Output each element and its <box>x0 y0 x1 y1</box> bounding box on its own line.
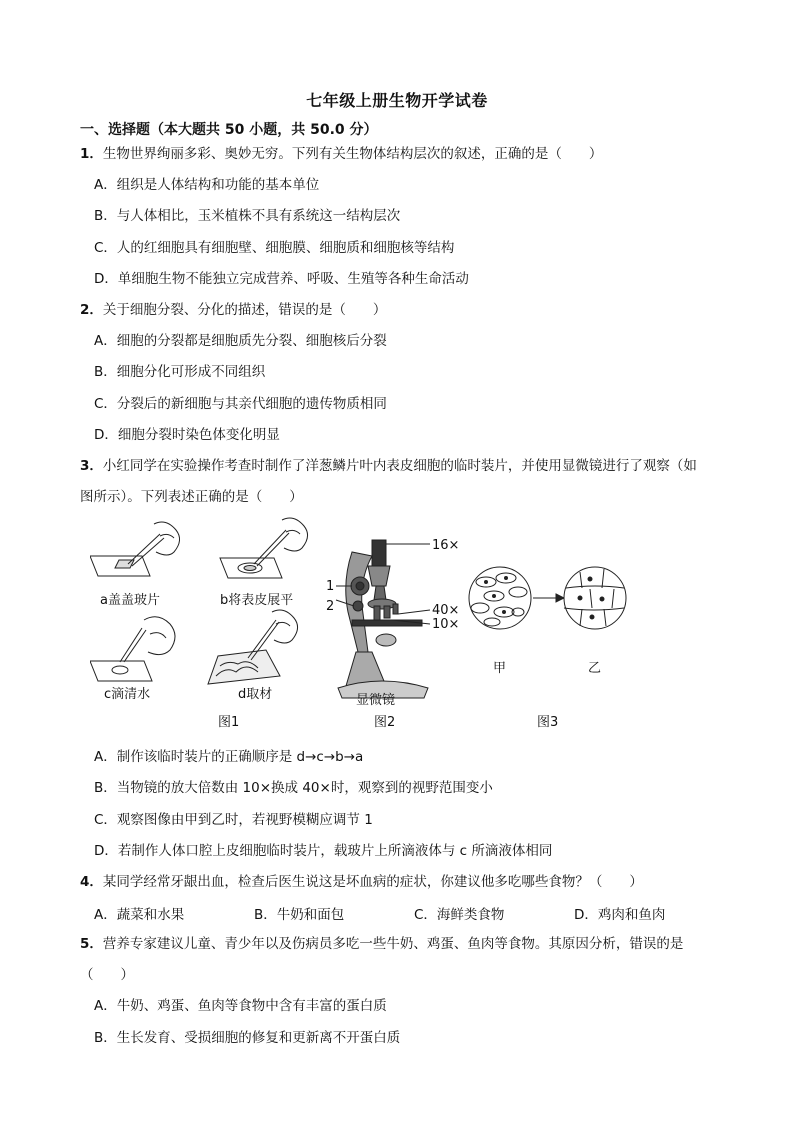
question-1-stem <box>80 145 602 163</box>
q2-option-c[interactable]: C．分裂后的新细胞与其亲代细胞的遗传物质相同 <box>94 396 387 412</box>
q5-option-a[interactable]: A．牛奶、鸡蛋、鱼肉等食物中含有丰富的蛋白质 <box>94 998 387 1014</box>
microscope-illustration <box>338 540 428 698</box>
eyepiece-label: 16× <box>432 538 460 553</box>
question-number: 1． <box>80 146 103 162</box>
fine-knob-mark: 2 <box>326 599 335 614</box>
view-jia-illustration <box>469 567 531 629</box>
section-heading: 一、选择题（本大题共 50 小题，共 50.0 分） <box>80 122 378 138</box>
q4-options-row <box>94 903 734 923</box>
q4-option-b[interactable]: B．牛奶和面包 <box>254 907 345 923</box>
step-a-label: a盖盖玻片 <box>100 593 160 608</box>
question-4-stem <box>80 873 643 891</box>
q1-option-a[interactable]: A．组织是人体结构和功能的基本单位 <box>94 177 320 193</box>
q4-option-c[interactable]: C．海鲜类食物 <box>414 907 505 923</box>
figure-3-caption: 图3 <box>537 715 559 730</box>
question-number: 4． <box>80 874 103 890</box>
view-yi-illustration <box>564 567 626 629</box>
step-d-illustration <box>208 610 298 684</box>
q3-option-a[interactable]: A．制作该临时装片的正确顺序是 d→c→b→a <box>94 749 364 765</box>
experiment-figure <box>90 516 630 734</box>
q3-option-c[interactable]: C．观察图像由甲到乙时，若视野模糊应调节 1 <box>94 812 373 828</box>
question-5-stem <box>80 935 683 953</box>
question-2-stem <box>80 301 386 319</box>
question-5-stem-cont: （ ） <box>80 967 134 983</box>
view-jia-label: 甲 <box>493 661 507 676</box>
step-c-label: c滴清水 <box>104 687 151 702</box>
q1-option-c[interactable]: C．人的红细胞具有细胞壁、细胞膜、细胞质和细胞核等结构 <box>94 240 455 256</box>
q3-option-d[interactable]: D．若制作人体口腔上皮细胞临时装片，载玻片上所滴液体与 c 所滴液体相同 <box>94 843 553 859</box>
q4-option-a[interactable]: A．蔬菜和水果 <box>94 907 185 923</box>
coarse-knob-mark: 1 <box>326 579 335 594</box>
question-text: 某同学经常牙龈出血，检查后医生说这是坏血病的症状，你建议他多吃哪些食物？（ ） <box>102 874 643 890</box>
q1-option-b[interactable]: B．与人体相比，玉米植株不具有系统这一结构层次 <box>94 208 401 224</box>
q2-option-d[interactable]: D．细胞分裂时染色体变化明显 <box>94 427 280 443</box>
question-text: 生物世界绚丽多彩、奥妙无穷。下列有关生物体结构层次的叙述，正确的是（ ） <box>102 146 603 162</box>
question-text: 关于细胞分裂、分化的描述，错误的是（ ） <box>102 302 387 318</box>
step-c-illustration <box>90 617 175 681</box>
q4-option-d[interactable]: D．鸡肉和鱼肉 <box>574 907 666 923</box>
q5-option-b[interactable]: B．生长发育、受损细胞的修复和更新离不开蛋白质 <box>94 1030 401 1046</box>
view-yi-label: 乙 <box>588 661 602 676</box>
step-b-label: b将表皮展平 <box>220 593 294 608</box>
question-number: 3． <box>80 458 103 474</box>
microscope-label: 显微镜 <box>356 693 396 708</box>
question-text: 小红同学在实验操作考查时制作了洋葱鳞片叶内表皮细胞的临时装片，并使用显微镜进行了观察（如 <box>102 458 697 474</box>
step-b-illustration <box>220 518 308 578</box>
objective-40-label: 40× <box>432 603 460 618</box>
figure-svg <box>90 516 630 734</box>
question-3-stem-cont: 图所示）。下列表述正确的是（ ） <box>80 489 303 505</box>
question-3-stem <box>80 457 697 475</box>
question-text: 营养专家建议儿童、青少年以及伤病员多吃一些牛奶、鸡蛋、鱼肉等食物。其原因分析，错误的是 <box>102 936 684 952</box>
exam-title: 七年级上册生物开学试卷 <box>306 91 488 110</box>
objective-10-label: 10× <box>432 617 460 632</box>
figure-2-caption: 图2 <box>374 715 396 730</box>
q3-option-b[interactable]: B．当物镜的放大倍数由 10×换成 40×时，观察到的视野范围变小 <box>94 780 493 796</box>
question-number: 5． <box>80 936 103 952</box>
q2-option-b[interactable]: B．细胞分化可形成不同组织 <box>94 364 266 380</box>
figure-1-caption: 图1 <box>218 715 240 730</box>
step-a-illustration <box>90 522 180 576</box>
question-number: 2． <box>80 302 103 318</box>
q1-option-d[interactable]: D．单细胞生物不能独立完成营养、呼吸、生殖等各种生命活动 <box>94 271 469 287</box>
step-d-label: d取材 <box>238 687 273 702</box>
q2-option-a[interactable]: A．细胞的分裂都是细胞质先分裂、细胞核后分裂 <box>94 333 387 349</box>
